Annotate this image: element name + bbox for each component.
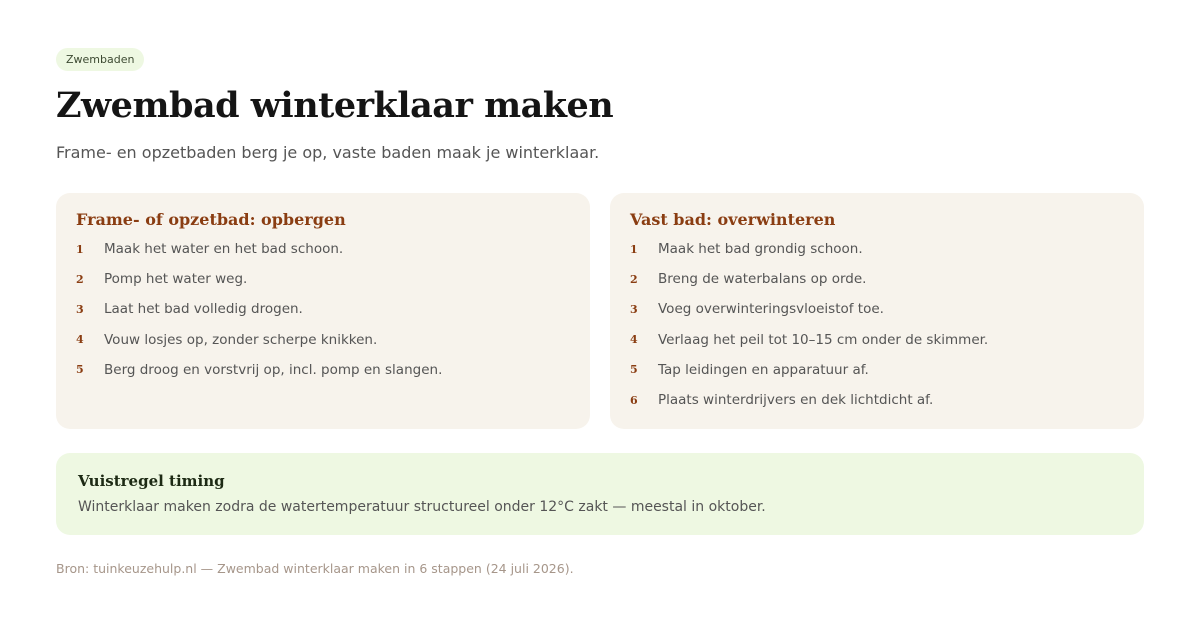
step-text: Verlaag het peil tot 10–15 cm onder de skimmer. [658,331,989,348]
step-number: 1 [630,242,638,256]
step-text: Laat het bad volledig drogen. [104,301,303,318]
card-fixed-pool [610,193,1144,429]
list-item [630,325,1124,355]
list-item [630,234,1124,264]
step-text: Vouw losjes op, zonder scherpe knikken. [104,331,378,348]
list-item [630,355,1124,385]
timing-tip-box [56,453,1144,535]
source-note: Bron: tuinkeuzehulp.nl — Zwembad winterklaar maken in 6 stappen (24 juli 2026). [56,561,574,576]
page-title: Zwembad winterklaar maken [56,85,614,126]
step-number: 3 [76,302,84,316]
step-number: 4 [630,333,638,347]
list-item [630,385,1124,415]
tip-text: Winterklaar maken zodra de watertemperatuur structureel onder 12°C zakt — meestal in oktober. [78,499,766,515]
card-title: Vast bad: overwinteren [630,210,836,229]
category-tag[interactable]: Zwembaden [56,48,144,71]
card-title: Frame- of opzetbad: opbergen [76,210,346,229]
list-item [76,294,570,324]
step-number: 2 [76,272,84,286]
step-number: 5 [76,363,84,377]
step-number: 5 [630,363,638,377]
list-item [630,294,1124,324]
step-text: Berg droog en vorstvrij op, incl. pomp en slangen. [104,361,443,378]
step-number: 2 [630,272,638,286]
tip-title: Vuistregel timing [78,472,225,490]
step-text: Plaats winterdrijvers en dek lichtdicht af. [658,392,934,409]
step-text: Breng de waterbalans op orde. [658,271,867,288]
list-item [76,234,570,264]
steps-list [76,234,570,385]
step-number: 1 [76,242,84,256]
list-item [630,264,1124,294]
step-text: Pomp het water weg. [104,271,248,288]
list-item [76,325,570,355]
list-item [76,264,570,294]
steps-list [630,234,1124,415]
step-number: 3 [630,302,638,316]
step-number: 6 [630,393,638,407]
card-frame-pool [56,193,590,429]
step-text: Maak het water en het bad schoon. [104,241,344,258]
step-text: Tap leidingen en apparatuur af. [658,361,869,378]
list-item [76,355,570,385]
step-text: Maak het bad grondig schoon. [658,241,863,258]
page-subtitle: Frame- en opzetbaden berg je op, vaste baden maak je winterklaar. [56,143,600,162]
step-number: 4 [76,333,84,347]
step-text: Voeg overwinteringsvloeistof toe. [658,301,884,318]
